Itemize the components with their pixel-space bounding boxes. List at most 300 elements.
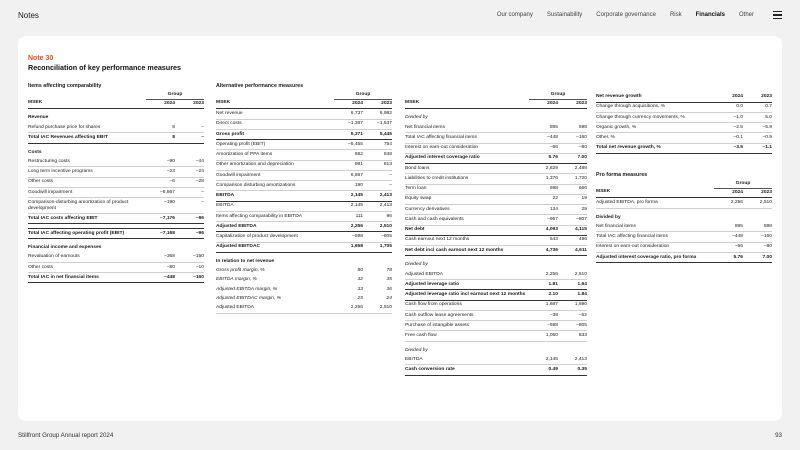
value-prior-year: – xyxy=(175,198,204,214)
value-prior-year: –160 xyxy=(558,133,587,143)
value-prior-year: –10 xyxy=(175,262,204,272)
value-prior-year: 36 xyxy=(386,286,392,292)
row-label: Items affecting comparability in EBITDA xyxy=(216,211,334,221)
value-prior-year: –150 xyxy=(175,253,204,263)
value-current-year: 1,050 xyxy=(529,331,558,341)
value-current-year: 682 xyxy=(334,150,363,160)
row-label: Gross profit margin, % xyxy=(216,268,265,274)
table-row xyxy=(405,174,587,184)
row-label: Total IAC Revenues affecting EBIT xyxy=(28,133,146,143)
table-row xyxy=(216,294,392,303)
value-prior-year: 4,611 xyxy=(558,246,587,256)
value-current-year: –448 xyxy=(529,133,558,143)
table-row xyxy=(216,242,392,252)
table-row xyxy=(405,153,587,163)
value-current-year: 2,256 xyxy=(714,198,743,208)
value-prior-year: –805 xyxy=(558,321,587,331)
row-label: Divided by xyxy=(405,347,428,353)
row-label: Organic growth, % xyxy=(596,123,714,133)
leverage-table xyxy=(405,92,587,376)
row-label: Total IAC affecting financial items xyxy=(405,133,529,143)
section-subheading xyxy=(405,256,587,270)
value-prior-year: – xyxy=(175,123,204,133)
table-row xyxy=(28,123,204,133)
table-row xyxy=(28,177,204,187)
row-label: Restructuring costs xyxy=(28,157,146,167)
row-label: Adjusted leverage ratio incl earnout next 12 months xyxy=(405,290,529,300)
footer-report-title: Stillfront Group Annual report 2024 xyxy=(18,432,114,439)
row-label: Other amortization and depreciation xyxy=(216,160,334,170)
top-bar xyxy=(0,0,800,32)
table-row xyxy=(405,215,587,225)
table-row xyxy=(28,187,204,197)
value-current-year xyxy=(529,256,558,270)
value-current-year: –6 xyxy=(146,177,175,187)
row-label: Cash earnout next 12 months xyxy=(405,235,529,245)
row-label: Bond loans xyxy=(405,164,529,174)
value-current-year: –56 xyxy=(529,143,558,153)
value-current-year: –90 xyxy=(146,157,175,167)
value-current-year: 80 xyxy=(357,268,363,274)
row-label: Adjusted EBITDAC xyxy=(216,242,334,252)
apm-table xyxy=(216,92,392,314)
value-current-year: 0.49 xyxy=(529,365,558,375)
value-current-year: 134 xyxy=(529,205,558,215)
section-subheading xyxy=(405,341,587,355)
value-prior-year: –96 xyxy=(175,228,204,238)
value-current-year: –190 xyxy=(146,198,175,214)
value-current-year xyxy=(146,109,175,123)
row-label: Adjusted leverage ratio xyxy=(405,280,529,290)
table-row xyxy=(216,119,392,129)
value-current-year: 1.81 xyxy=(529,280,558,290)
table-row xyxy=(405,310,587,320)
app-title: Notes xyxy=(18,11,39,20)
value-current-year: 2,256 xyxy=(334,304,363,314)
value-current-year: 6,867 xyxy=(334,170,363,180)
row-label: Adjusted EBITDA xyxy=(216,304,334,314)
row-label: Revaluation of earnouts xyxy=(28,253,146,263)
value-prior-year: 6,982 xyxy=(363,109,392,119)
row-label: In relation to net revenue xyxy=(216,258,275,264)
row-label: Change through acquisitions, % xyxy=(596,102,714,112)
value-current-year: 1,658 xyxy=(334,242,363,252)
value-prior-year: –160 xyxy=(743,232,772,242)
table-row xyxy=(405,194,587,204)
value-current-year: 2,145 xyxy=(334,201,363,211)
value-current-year: –1,367 xyxy=(334,119,363,129)
value-prior-year: 2,510 xyxy=(743,198,772,208)
table-row xyxy=(405,321,587,331)
items-affecting-comparability xyxy=(28,83,204,283)
value-prior-year: –44 xyxy=(175,157,204,167)
page-number: 93 xyxy=(775,432,782,439)
year-header: 2024 xyxy=(146,99,175,109)
value-current-year: 32 xyxy=(357,277,363,283)
row-label: Liabilities to credit institutions xyxy=(405,174,529,184)
value-current-year: –957 xyxy=(529,215,558,225)
value-prior-year xyxy=(558,109,587,123)
main-nav xyxy=(497,12,754,18)
table-row xyxy=(28,167,204,177)
value-current-year xyxy=(146,239,175,253)
table-row xyxy=(216,285,392,294)
table-row xyxy=(405,205,587,215)
value-prior-year: –0.9 xyxy=(743,133,772,143)
row-label: EBITDA xyxy=(216,191,334,201)
nav-financials[interactable]: Financials xyxy=(695,12,725,18)
table-row xyxy=(405,290,587,300)
row-label: Adjusted EBITDAC margin, % xyxy=(216,295,281,301)
row-label: Adjusted EBITDA xyxy=(405,270,529,280)
row-label: Financial income and expenses xyxy=(28,245,102,251)
value-prior-year: 666 xyxy=(558,184,587,194)
value-current-year: 4,093 xyxy=(529,225,558,235)
value-current-year: 895 xyxy=(529,123,558,133)
value-prior-year xyxy=(558,256,587,270)
alternative-performance-measures xyxy=(216,83,392,314)
value-prior-year: 19 xyxy=(558,194,587,204)
value-current-year: 981 xyxy=(334,160,363,170)
year-header: 2024 xyxy=(714,188,743,198)
value-prior-year: –1.1 xyxy=(743,143,772,153)
table-row xyxy=(405,270,587,280)
unit-header: MSEK xyxy=(596,188,714,198)
value-prior-year: 2,488 xyxy=(558,164,587,174)
value-prior-year: – xyxy=(363,170,392,180)
section-title: Pro forma measures xyxy=(596,171,648,178)
table-row xyxy=(405,133,587,143)
value-prior-year: 0.7 xyxy=(743,102,772,112)
year-header: 2023 xyxy=(743,188,772,198)
section-subheading xyxy=(596,208,772,222)
value-prior-year: 848 xyxy=(363,150,392,160)
table-row xyxy=(405,143,587,153)
row-label: Net revenue xyxy=(216,109,334,119)
table-row xyxy=(405,355,587,365)
table-row xyxy=(596,252,772,262)
table-row xyxy=(216,170,392,180)
value-current-year: 6,737 xyxy=(334,109,363,119)
note-number: Note 30 xyxy=(28,55,54,62)
value-current-year: –598 xyxy=(334,232,363,242)
table-row xyxy=(596,232,772,242)
growth-and-pro-forma xyxy=(596,83,772,263)
value-current-year xyxy=(529,109,558,123)
note-title: Reconciliation of key performance measures xyxy=(28,63,181,72)
unit-header: MSEK xyxy=(28,99,146,109)
value-prior-year: 5,445 xyxy=(363,129,392,139)
section-subheading xyxy=(28,109,204,123)
row-label: Comparison-disturbing amortization of product development xyxy=(28,198,146,214)
row-label: Interest on earn-out consideration xyxy=(596,242,714,252)
row-label: Divided by xyxy=(405,115,428,121)
value-current-year: –56 xyxy=(714,242,743,252)
table-row xyxy=(216,232,392,242)
table-row xyxy=(216,191,392,201)
value-prior-year: 754 xyxy=(363,140,392,150)
row-label: Total IAC affecting operating profit (EBIT) xyxy=(28,228,146,238)
table-row xyxy=(596,222,772,232)
value-prior-year: 2,510 xyxy=(363,304,392,314)
group-header: Group xyxy=(334,92,392,99)
row-label: Adjusted EBITDA, pro forma xyxy=(596,198,714,208)
row-label: Free cash flow xyxy=(405,331,529,341)
value-current-year: –2.5 xyxy=(714,123,743,133)
year-header: 2023 xyxy=(743,93,772,102)
value-current-year: –3.5 xyxy=(714,143,743,153)
row-label: Operating profit (EBIT) xyxy=(216,140,334,150)
content-card xyxy=(18,36,782,421)
row-label: Direct costs xyxy=(216,119,334,129)
table-row xyxy=(216,276,392,285)
value-prior-year: –52 xyxy=(558,310,587,320)
table-row xyxy=(596,242,772,252)
value-prior-year: 35 xyxy=(386,277,392,283)
value-prior-year xyxy=(363,252,392,266)
value-prior-year: 2,510 xyxy=(558,270,587,280)
table-row xyxy=(405,225,587,235)
table-row xyxy=(28,214,204,224)
table-row xyxy=(28,262,204,272)
value-prior-year: –805 xyxy=(363,232,392,242)
value-prior-year: 7.00 xyxy=(743,252,772,262)
group-header: Group xyxy=(146,92,204,99)
value-prior-year: 78 xyxy=(386,268,392,274)
section-title: Items affecting comparability xyxy=(28,83,102,89)
table-row xyxy=(405,184,587,194)
value-prior-year: – xyxy=(175,133,204,143)
table-row xyxy=(405,246,587,256)
year-header: 2023 xyxy=(558,99,587,109)
section-subheading xyxy=(216,252,392,266)
row-label: Long term incentive programs xyxy=(28,167,146,177)
value-prior-year: 598 xyxy=(558,123,587,133)
value-current-year: 698 xyxy=(529,184,558,194)
value-prior-year: 2,413 xyxy=(363,191,392,201)
table-row xyxy=(405,300,587,310)
value-current-year: 2,145 xyxy=(529,355,558,365)
row-label: Adjusted EBITDA margin, % xyxy=(216,286,278,292)
table-row xyxy=(28,273,204,283)
value-current-year: 0.0 xyxy=(714,102,743,112)
value-prior-year: 813 xyxy=(363,160,392,170)
value-prior-year: 7.00 xyxy=(558,153,587,163)
value-current-year: 895 xyxy=(714,222,743,232)
table-row xyxy=(216,129,392,139)
year-header: 2023 xyxy=(363,99,392,109)
row-label: Divided by xyxy=(596,214,621,220)
table-row xyxy=(216,211,392,221)
table-row xyxy=(405,164,587,174)
value-current-year: –23 xyxy=(146,167,175,177)
value-current-year: –7,176 xyxy=(146,214,175,224)
nav-corporate-governance[interactable]: Corporate governance xyxy=(596,12,656,18)
row-label: Adjusted interest coverage ratio xyxy=(405,153,529,163)
row-label: Costs xyxy=(28,149,42,155)
value-current-year xyxy=(529,341,558,355)
value-current-year: 1,376 xyxy=(529,174,558,184)
value-prior-year: –24 xyxy=(175,167,204,177)
value-prior-year: –1,537 xyxy=(363,119,392,129)
row-label: Divided by xyxy=(405,262,428,268)
nav-risk[interactable]: Risk xyxy=(669,12,682,18)
table-row xyxy=(405,280,587,290)
table-row xyxy=(28,253,204,263)
value-prior-year: 2,510 xyxy=(363,222,392,232)
row-label: Total net revenue growth, % xyxy=(596,143,714,153)
group-header: Group xyxy=(529,92,587,99)
row-label: Adjusted interest coverage ratio, pro forma xyxy=(596,252,714,262)
table-row xyxy=(596,112,772,122)
row-label: Other costs xyxy=(28,177,146,187)
row-label: Purchase of intangible assets xyxy=(405,321,529,331)
row-label: Currency derivatives xyxy=(405,205,529,215)
row-label: Net financial items xyxy=(596,222,714,232)
row-label: EBITDA xyxy=(216,201,334,211)
leverage-measures xyxy=(405,83,587,376)
value-current-year: –0.1 xyxy=(714,133,743,143)
value-current-year: –448 xyxy=(714,232,743,242)
row-label: Other costs xyxy=(28,262,146,272)
row-label: Total IAC in net financial items xyxy=(28,273,146,283)
table-row xyxy=(216,267,392,276)
value-prior-year: 96 xyxy=(363,211,392,221)
table-row xyxy=(596,143,772,153)
value-current-year: –38 xyxy=(529,310,558,320)
value-prior-year: 598 xyxy=(743,222,772,232)
section-title: Alternative performance measures xyxy=(216,83,304,89)
row-label: Net financial items xyxy=(405,123,529,133)
row-label: Net debt incl cash earnout next 12 months xyxy=(405,246,529,256)
value-prior-year: – xyxy=(363,181,392,191)
hamburger-menu-icon[interactable] xyxy=(773,11,782,19)
nav-other[interactable]: Other xyxy=(738,12,754,18)
row-label: Goodwill impairment xyxy=(28,187,146,197)
value-prior-year xyxy=(558,341,587,355)
value-current-year: –6,455 xyxy=(334,140,363,150)
value-current-year: –368 xyxy=(146,253,175,263)
value-prior-year: 2,413 xyxy=(558,355,587,365)
year-header: 2023 xyxy=(175,99,204,109)
value-prior-year: 1,705 xyxy=(363,242,392,252)
table-row xyxy=(405,331,587,341)
value-current-year: 2,256 xyxy=(529,270,558,280)
value-prior-year: 1,720 xyxy=(558,174,587,184)
value-prior-year xyxy=(743,208,772,222)
row-label: Cash outflow lease agreements xyxy=(405,310,529,320)
value-prior-year: –160 xyxy=(175,273,204,283)
value-prior-year xyxy=(175,143,204,157)
value-prior-year: 833 xyxy=(558,331,587,341)
row-label: Comparison disturbing amortizations xyxy=(216,181,334,191)
value-current-year: –6,867 xyxy=(146,187,175,197)
value-prior-year: 2,413 xyxy=(363,201,392,211)
table-row xyxy=(28,228,204,238)
table-row xyxy=(28,198,204,214)
section-subheading xyxy=(28,239,204,253)
group-header: Group xyxy=(714,181,772,188)
nav-our-company[interactable]: Our company xyxy=(496,12,533,18)
value-current-year: 8 xyxy=(146,133,175,143)
row-label: Interest on earn-out consideration xyxy=(405,143,529,153)
row-label: Equity swap xyxy=(405,194,529,204)
value-current-year: 33 xyxy=(357,286,363,292)
nav-sustainability[interactable]: Sustainability xyxy=(546,12,583,18)
value-current-year: 111 xyxy=(334,211,363,221)
value-current-year: 25 xyxy=(357,295,363,301)
row-label: Cash and cash equivalents xyxy=(405,215,529,225)
table-row xyxy=(28,133,204,143)
value-current-year xyxy=(334,252,363,266)
table-row xyxy=(596,198,772,208)
value-prior-year: –28 xyxy=(175,177,204,187)
value-prior-year: –80 xyxy=(558,143,587,153)
table-row xyxy=(405,123,587,133)
row-label: Revenue xyxy=(28,115,49,121)
row-label: EBITDA xyxy=(405,355,529,365)
year-header: 2024 xyxy=(529,99,558,109)
value-prior-year: –96 xyxy=(175,214,204,224)
value-prior-year: 496 xyxy=(558,235,587,245)
value-prior-year: – xyxy=(175,187,204,197)
value-current-year: 2,256 xyxy=(334,222,363,232)
value-current-year: 1,687 xyxy=(529,300,558,310)
year-header: 2024 xyxy=(714,93,743,102)
value-prior-year: 1.84 xyxy=(558,290,587,300)
value-current-year xyxy=(714,208,743,222)
growth-table xyxy=(596,92,772,154)
value-current-year: 5.76 xyxy=(714,252,743,262)
table-row xyxy=(596,133,772,143)
table-row xyxy=(216,181,392,191)
value-prior-year: 1.64 xyxy=(558,280,587,290)
row-label: Change through currency movements, % xyxy=(596,112,714,122)
value-prior-year: 5.0 xyxy=(743,112,772,122)
row-label: Cash conversion rate xyxy=(405,365,529,375)
row-label: Other, % xyxy=(596,133,714,143)
value-prior-year xyxy=(175,239,204,253)
value-current-year: 5,371 xyxy=(334,129,363,139)
section-subheading xyxy=(405,109,587,123)
value-current-year: –448 xyxy=(146,273,175,283)
table-row xyxy=(216,150,392,160)
iac-table xyxy=(28,92,204,283)
net-revenue-growth-header: Net revenue growth xyxy=(596,93,714,102)
row-label: Total IAC costs affecting EBIT xyxy=(28,214,146,224)
row-label: Cash flow from operations xyxy=(405,300,529,310)
section-subheading xyxy=(28,143,204,157)
value-current-year: –7,168 xyxy=(146,228,175,238)
table-row xyxy=(596,102,772,112)
table-row xyxy=(596,123,772,133)
value-current-year: –80 xyxy=(146,262,175,272)
row-label: Capitalization of product development xyxy=(216,232,334,242)
value-current-year: 22 xyxy=(529,194,558,204)
value-current-year xyxy=(146,143,175,157)
table-row xyxy=(216,140,392,150)
table-row xyxy=(216,222,392,232)
value-current-year: –598 xyxy=(529,321,558,331)
table-row xyxy=(216,304,392,314)
value-current-year: 2,829 xyxy=(529,164,558,174)
row-label: Term loan xyxy=(405,184,529,194)
row-label: Gross profit xyxy=(216,129,334,139)
row-label: Goodwill impairment xyxy=(216,170,334,180)
year-header: 2024 xyxy=(334,99,363,109)
value-prior-year: 1,690 xyxy=(558,300,587,310)
value-prior-year: 4,115 xyxy=(558,225,587,235)
